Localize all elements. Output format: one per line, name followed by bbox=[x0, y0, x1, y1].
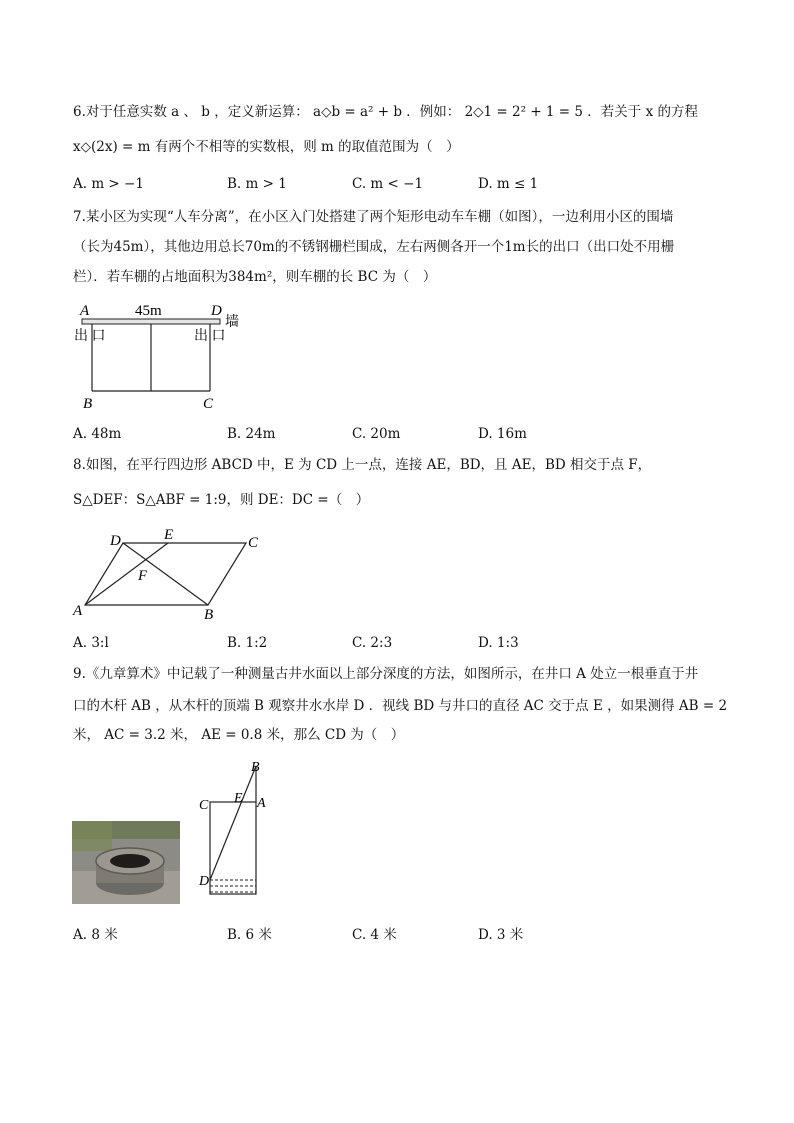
q8-option-a[interactable]: A. 3:l bbox=[73, 635, 109, 651]
q7-label-c: C bbox=[203, 396, 214, 412]
q9-stem-line2: 口的木杆 AB ，从木杆的顶端 B 观察井水水岸 D ．视线 BD 与井口的直径 AC 交于点 E ，如果测得 AB = 2 bbox=[73, 698, 728, 714]
q8-stem-line1: 8.如图，在平行四边形 ABCD 中，E 为 CD 上一点，连接 AE，BD，且 AE，BD 相交于点 F， bbox=[73, 457, 652, 473]
q6-option-d[interactable]: D. m ≤ 1 bbox=[478, 176, 539, 192]
q7-label-length: 45m bbox=[135, 303, 162, 319]
q6-option-c[interactable]: C. m < −1 bbox=[352, 176, 424, 192]
q9-label-b: B bbox=[251, 760, 260, 775]
q9-stem-line3: 米， AC = 3.2 米， AE = 0.8 米，那么 CD 为（ ） bbox=[73, 727, 405, 743]
q9-option-d[interactable]: D. 3 米 bbox=[478, 927, 524, 943]
q7-stem-line1: 7.某小区为实现“人车分离”，在小区入门处搭建了两个矩形电动车车棚（如图），一边利用小区的围墙 bbox=[73, 209, 674, 225]
q8-label-b: B bbox=[204, 607, 214, 623]
q7-option-c[interactable]: C. 20m bbox=[352, 426, 401, 442]
q8-label-a: A bbox=[73, 603, 83, 619]
q8-option-d[interactable]: D. 1:3 bbox=[478, 635, 519, 651]
q9-label-e: E bbox=[234, 791, 243, 806]
q7-label-d: D bbox=[211, 303, 222, 319]
q7-label-wall: 墙 bbox=[225, 315, 239, 330]
q7-label-exit-right: 出 口 bbox=[194, 329, 226, 344]
q6-option-b[interactable]: B. m > 1 bbox=[227, 176, 287, 192]
q7-label-exit-left: 出 口 bbox=[74, 329, 106, 344]
q7-option-d[interactable]: D. 16m bbox=[478, 426, 527, 442]
q6-stem-line2: x◇(2x) = m 有两个不相等的实数根，则 m 的取值范围为（ ） bbox=[73, 139, 460, 155]
q6-stem-line1: 6.对于任意实数 a 、 b ，定义新运算： a◇b = a² + b ．例如： 2◇1 = 2² + 1 = 5 ．若关于 x 的方程 bbox=[73, 104, 698, 120]
q7-stem-line2: （长为45m），其他边用总长70m的不锈钢栅栏围成，左右两侧各开一个1m长的出口（出口处不用栅 bbox=[73, 239, 675, 255]
q7-label-a: A bbox=[80, 303, 90, 319]
q7-option-b[interactable]: B. 24m bbox=[227, 426, 276, 442]
q8-stem-line2: S△DEF：S△ABF = 1:9，则 DE：DC =（ ） bbox=[73, 492, 370, 508]
q7-stem-line3: 栏）．若车棚的占地面积为384m²，则车棚的长 BC 为（ ） bbox=[73, 269, 437, 285]
q8-label-c: C bbox=[248, 535, 259, 551]
q9-label-d: D bbox=[199, 874, 210, 889]
q8-option-b[interactable]: B. 1:2 bbox=[227, 635, 268, 651]
q8-label-e: E bbox=[164, 527, 174, 543]
q7-option-a[interactable]: A. 48m bbox=[73, 426, 122, 442]
q7-carport-figure bbox=[70, 298, 250, 413]
q9-label-a: A bbox=[257, 796, 266, 811]
q9-stem-line1: 9.《九章算术》中记载了一种测量古井水面以上部分深度的方法，如图所示，在井口 A 处立一根垂直于井 bbox=[73, 666, 699, 682]
q9-label-c: C bbox=[199, 798, 209, 813]
q9-well-figure bbox=[196, 756, 276, 906]
q9-option-b[interactable]: B. 6 米 bbox=[227, 927, 272, 943]
q8-parallelogram-figure bbox=[68, 525, 268, 625]
well-photo bbox=[72, 821, 180, 904]
q6-option-a[interactable]: A. m > −1 bbox=[73, 176, 144, 192]
q7-wall-bar bbox=[82, 319, 220, 324]
q8-label-d: D bbox=[110, 533, 121, 549]
q7-label-b: B bbox=[83, 396, 93, 412]
q9-option-c[interactable]: C. 4 米 bbox=[352, 927, 397, 943]
q8-label-f: F bbox=[138, 568, 148, 584]
q9-option-a[interactable]: A. 8 米 bbox=[73, 927, 118, 943]
q8-option-c[interactable]: C. 2:3 bbox=[352, 635, 393, 651]
